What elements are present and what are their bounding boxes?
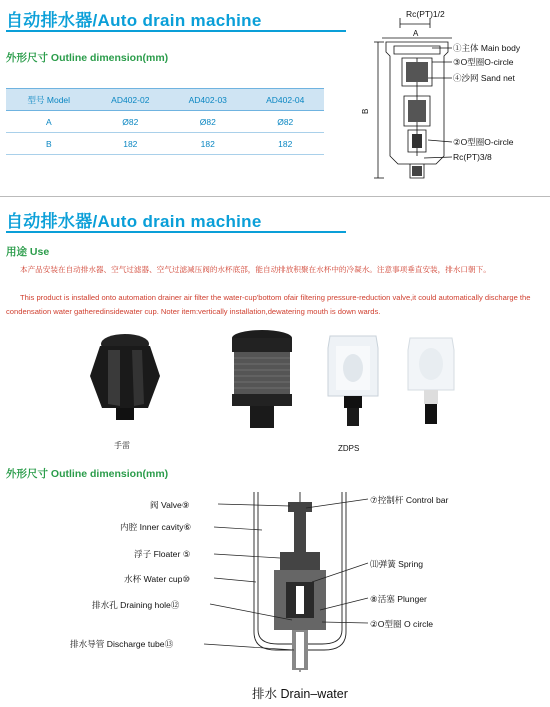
diagram-label-main-body: ①主体 Main body: [453, 43, 521, 53]
cross-label-valve: 阀 Valve⑨: [150, 500, 190, 510]
cross-label-spring: ⑾弹簧 Spring: [370, 559, 424, 569]
cross-label-water-cup: 水杯 Water cup⑩: [124, 574, 191, 584]
cross-label-control-bar: ⑦控制杆 Control bar: [370, 495, 449, 505]
table-cell: Ø82: [247, 111, 325, 133]
diagram-label-inlet: Rc(PT)1/2: [406, 9, 445, 19]
cross-label-plunger: ⑧活塞 Plunger: [370, 594, 427, 604]
usage-heading: 用途 Use: [6, 246, 50, 258]
table-header-cell: AD402-03: [169, 89, 246, 111]
table-cell: A: [6, 111, 92, 133]
diagram-label-o-circle-3: ③O型圈O-circle: [453, 57, 514, 67]
dimension-a-label: A: [413, 29, 419, 38]
diagram-label-sand-net: ④沙网 Sand net: [453, 73, 515, 83]
table-cell: 182: [247, 133, 325, 155]
cross-label-draining-hole: 排水孔 Draining hole⑫: [92, 600, 180, 610]
table-cell: 182: [169, 133, 246, 155]
product-caption-3: ZDPS: [338, 444, 360, 453]
cross-label-floater: 浮子 Floater ⑤: [134, 549, 191, 559]
drain-water-label: 排水 Drain–water: [252, 687, 348, 701]
section1-outline-heading: 外形尺寸 Outline dimension(mm): [6, 52, 169, 64]
product-caption-1: 手雷: [114, 441, 130, 450]
cross-label-o-circle: ②O型圈 O circle: [370, 619, 434, 629]
section2-outline-heading: 外形尺寸 Outline dimension(mm): [6, 468, 169, 480]
section1-title: 自动排水器/Auto drain machine: [6, 11, 262, 30]
table-cell: 182: [92, 133, 169, 155]
table-header-cell: AD402-04: [247, 89, 325, 111]
usage-text-cn: 本产品安装在自动排水器、空气过滤器、空气过滤减压阀的水杯底部，能自动排放积聚在水杯中的冷凝水。注意事项垂直安装，排水口朝下。: [20, 265, 491, 274]
dimension-b-label: B: [361, 108, 370, 114]
cross-label-discharge-tube: 排水导管 Discharge tube⑬: [70, 639, 174, 649]
table-header-cell: 型号 Model: [6, 89, 92, 111]
table-cell: Ø82: [92, 111, 169, 133]
table-cell: B: [6, 133, 92, 155]
table-cell: Ø82: [169, 111, 246, 133]
diagram-label-o-circle-2: ②O型圈O-circle: [453, 137, 514, 147]
section2-title: 自动排水器/Auto drain machine: [6, 212, 262, 231]
cross-label-inner-cavity: 内腔 Inner cavity⑥: [120, 522, 192, 532]
usage-text-en: This product is installed onto automation drainer air filter the water-cup'bottom ofair filtering pressure-reduction valve,it could automatically discharge the condensation water gatheredinsidewater cup. Noter item:vertically installation,dewatering mouth is down wards.: [6, 293, 531, 316]
diagram-label-outlet: Rc(PT)3/8: [453, 152, 492, 162]
table-header-cell: AD402-02: [92, 89, 169, 111]
